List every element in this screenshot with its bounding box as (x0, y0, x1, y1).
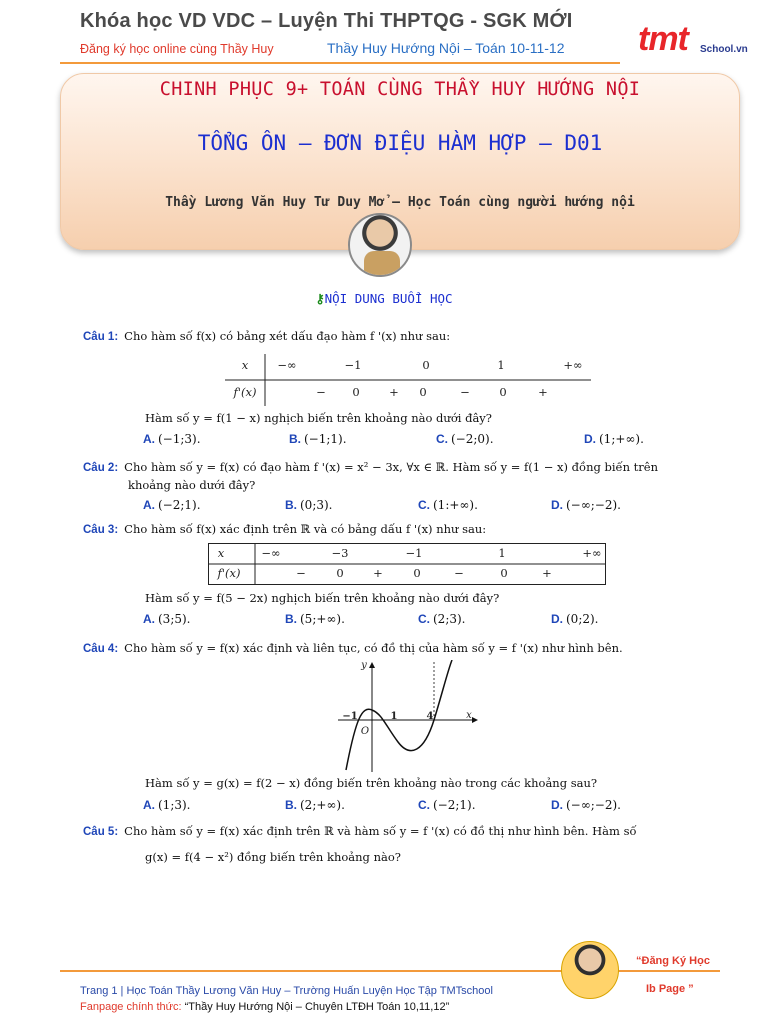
table-cell: − (296, 566, 306, 580)
table-cell: + (389, 385, 399, 399)
table-cell: +∞ (582, 546, 602, 560)
fanpage-link[interactable]: “Thầy Huy Hướng Nội – Chuyên LTĐH Toán 10,11,12” (184, 1001, 450, 1013)
sign-table-1 (225, 352, 591, 408)
header-title: Khóa học VD VDC – Luyện Thi THPTQG - SGK MỚI (80, 10, 573, 32)
option-b[interactable]: B. (−1;1). (289, 432, 347, 446)
banner-line-1: CHINH PHỤC 9+ TOÁN CÙNG THẦY HUY HƯỚNG NỘI (159, 79, 641, 100)
table-head-x: x (217, 546, 225, 560)
question-2 (83, 459, 658, 476)
graph-label: 1 (390, 711, 398, 722)
footer-page-info: Trang 1 | Học Toán Thầy Lương Văn Huy – Trường Huấn Luyện Học Tập TMTschool (80, 985, 493, 997)
footer-fanpage (80, 1001, 449, 1013)
option-b[interactable]: B. (0;3). (285, 498, 333, 512)
logo-text: tmt (638, 20, 688, 58)
table-cell: − (316, 385, 326, 399)
option-b[interactable]: B. (2;+∞). (285, 798, 345, 812)
option-a[interactable]: A. (1;3). (143, 798, 191, 812)
footer-divider (60, 970, 720, 972)
table-cell: + (538, 385, 548, 399)
option-a[interactable]: A. (−2;1). (143, 498, 201, 512)
question-text: Cho hàm số y = f(x) xác định trên ℝ và hàm số y = f '(x) có đồ thị như hình bên. Hàm số (124, 824, 637, 838)
table-cell: 1 (497, 358, 505, 372)
question-4-prompt: Hàm số y = g(x) = f(2 − x) đồng biến trên khoảng nào trong các khoảng sau? (145, 776, 598, 790)
table-cell: +∞ (563, 358, 583, 372)
ib-page-cta[interactable]: Ib Page ” (646, 983, 694, 995)
table-head-fprime: f'(x) (217, 566, 241, 580)
section-title-text: NỘI DUNG BUỔI HỌC (324, 291, 453, 306)
section-title (0, 291, 768, 306)
logo-sub: School.vn (700, 44, 748, 55)
table-head-x: x (241, 358, 249, 372)
table-cell: 0 (499, 385, 507, 399)
option-d[interactable]: D. (−∞;−2). (551, 798, 621, 812)
table-cell: + (373, 566, 383, 580)
option-c[interactable]: C. (2;3). (418, 612, 466, 626)
question-2-cont: khoảng nào dưới đây? (128, 478, 256, 492)
table-head-fprime: f'(x) (233, 385, 257, 399)
graph-label: y (361, 660, 367, 671)
question-label: Câu 5: (83, 826, 119, 838)
key-icon: ⚷ (315, 291, 325, 306)
option-c[interactable]: C. (−2;1). (418, 798, 476, 812)
question-text: Cho hàm số f(x) xác định trên ℝ và có bảng dấu f '(x) như sau: (124, 522, 487, 536)
question-3-prompt: Hàm số y = f(5 − 2x) nghịch biến trên khoảng nào dưới đây? (145, 591, 500, 605)
option-c[interactable]: C. (1:+∞). (418, 498, 478, 512)
option-b[interactable]: B. (5;+∞). (285, 612, 345, 626)
question-text: Cho hàm số y = f(x) xác định và liên tục, có đồ thị của hàm số y = f '(x) như hình bên. (124, 641, 623, 655)
graph-label: x (466, 710, 472, 721)
question-5 (83, 823, 637, 840)
derivative-graph (338, 660, 478, 772)
question-label: Câu 3: (83, 524, 119, 536)
option-d[interactable]: D. (0;2). (551, 612, 599, 626)
table-cell: − (460, 385, 470, 399)
banner-line-3: Thầy Lương Văn Huy Tư Duy Mở – Học Toán cùng người hướng nội (165, 195, 635, 210)
table-cell: −∞ (277, 358, 297, 372)
question-4 (83, 640, 623, 657)
option-d[interactable]: D. (−∞;−2). (551, 498, 621, 512)
header-register-link[interactable]: Đăng ký học online cùng Thầy Huy (80, 42, 274, 56)
table-cell: 0 (422, 358, 430, 372)
option-a[interactable]: A. (−1;3). (143, 432, 201, 446)
graph-label: −1 (342, 711, 358, 722)
option-a[interactable]: A. (3;5). (143, 612, 191, 626)
table-cell: −∞ (261, 546, 281, 560)
table-cell: + (542, 566, 552, 580)
table-cell: − (454, 566, 464, 580)
table-cell: 0 (500, 566, 508, 580)
sign-table-3 (208, 543, 606, 585)
question-text: Cho hàm số y = f(x) có đạo hàm f '(x) = x² − 3x, ∀x ∈ ℝ. Hàm số y = f(1 − x) đồng biến trên (124, 460, 659, 474)
tmt-school-logo (638, 20, 748, 60)
header-teacher-course: Thầy Huy Hướng Nội – Toán 10-11-12 (327, 40, 565, 56)
graph-label: 4 (426, 711, 434, 722)
option-d[interactable]: D. (1;+∞). (584, 432, 644, 446)
fanpage-label: Fanpage chính thức: (80, 1001, 182, 1013)
register-cta[interactable]: “Đăng Ký Học (636, 955, 710, 967)
table-cell: 0 (413, 566, 421, 580)
teacher-avatar-small (561, 941, 619, 999)
table-cell: −3 (331, 546, 349, 560)
graph-label: O (360, 726, 370, 737)
header-divider (60, 62, 620, 64)
table-cell: 0 (419, 385, 427, 399)
teacher-avatar (348, 213, 412, 277)
question-1 (83, 328, 450, 345)
option-c[interactable]: C. (−2;0). (436, 432, 494, 446)
banner-line-2: TỔNG ÔN – ĐƠN ĐIỆU HÀM HỢP – D01 (197, 131, 603, 155)
question-5-cont: g(x) = f(4 − x²) đồng biến trên khoảng nào? (145, 850, 401, 864)
table-cell: −1 (405, 546, 423, 560)
question-label: Câu 1: (83, 331, 119, 343)
table-cell: 1 (498, 546, 506, 560)
question-label: Câu 4: (83, 643, 119, 655)
table-cell: 0 (336, 566, 344, 580)
question-text: Cho hàm số f(x) có bảng xét dấu đạo hàm f '(x) như sau: (124, 329, 451, 343)
question-1-prompt: Hàm số y = f(1 − x) nghịch biến trên khoảng nào dưới đây? (145, 411, 492, 425)
table-cell: −1 (344, 358, 362, 372)
question-3 (83, 521, 486, 538)
table-cell: 0 (352, 385, 360, 399)
question-label: Câu 2: (83, 462, 119, 474)
